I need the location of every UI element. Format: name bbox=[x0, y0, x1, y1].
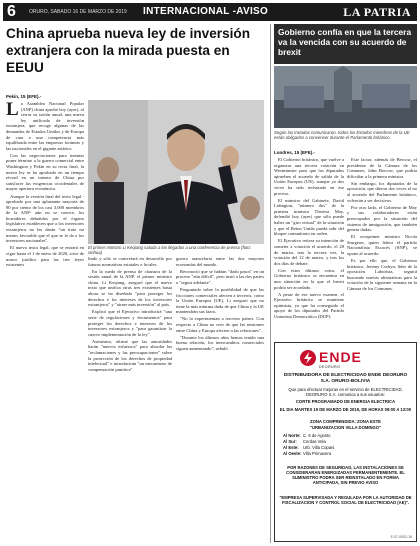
ad-code: E-07-0002-19 bbox=[390, 535, 412, 539]
paragraph: Con estos últimos votos, el Gobierno británico se encuentra en una situación en la que el brexit podría ser acordado. bbox=[274, 267, 344, 290]
ad-date-line: EL DIA MARTES 19 DE MARZO DE 2019, DE HORAS 09:00 A 13:00 bbox=[279, 407, 412, 412]
paragraph: El Gobierno británico, que vuelve a organizar una tercera votación en Westminster para que los diputados aprueben el acuerdo de salida de la Unión Europea (UE), aunque ya dos veces ha sido rechazado en ese proceso. bbox=[274, 157, 344, 196]
ad-title: DISTRIBUIDORA DE ELECTRICIDAD ENDE DEORURO S.A. ORURO-BOLIVIA bbox=[283, 373, 408, 384]
ad-boundary-value: Urb. Villa Copani bbox=[303, 445, 335, 450]
main-headline: China aprueba nueva ley de inversión extranjera con la mirada puesta en EEUU bbox=[6, 26, 251, 75]
paragraph: "No la experimentan a terceros países. Con respecto a China no creo de que las tensiones entre China y Europa afecten a las relaciones". bbox=[176, 316, 264, 333]
paragraph: Preguntado sobre la posibilidad de que las fricciones comerciales afecten a terceros, como la Unión Europea (UE), Li aseguró que no tiene la más mínima duda de que China y la UE mantendrán sus lazos. bbox=[176, 286, 264, 315]
paragraph: guerra arancelaria entre las dos mayores economías del mundo. bbox=[176, 256, 264, 267]
ende-logo-icon bbox=[299, 349, 317, 367]
ad-boundary-row bbox=[283, 433, 330, 438]
paragraph: Aunque la versión final del texto legal -aprobado por una aplastante mayoría de 90 por ciento de los casi 3.000 miembros de la ANP- aún no se conoce, los borradores debatidos por el órgano legislativo establecen que a los inversores extranjeros no les darán "un trato no menos favorable que el que se le da a los inversores nacionales". bbox=[6, 193, 84, 244]
page-header bbox=[3, 3, 417, 21]
sidebar-byline: Londres, 15 (EFE).- bbox=[274, 150, 316, 155]
ad-boundary-row bbox=[283, 439, 326, 444]
li-keqiang-photo bbox=[88, 100, 264, 244]
ad-logo-sub: DEORURO bbox=[319, 365, 341, 369]
sidebar-photo bbox=[274, 66, 417, 128]
main-photo-caption: El primer ministro Li Keqiang saluda a los llegados a una conferencia de prensa (foto: xinhua) bbox=[88, 245, 251, 255]
ende-advertisement bbox=[274, 342, 417, 542]
ad-boundary-label: Al Norte: bbox=[283, 433, 301, 438]
paragraph: En la rueda de prensa de clausura de la sesión anual de la ANP, el primer ministro chino, Li Keqiang, aseguró que el nuevo texto que unifica otras tres existentes hasta ahora se ha diseñado "para proteger los derechos e los intereses de los inversores extranjeros" y "atraer más inversión" al país. bbox=[88, 268, 172, 308]
paragraph: A pesar de ese nuevo examen, el Ejecutivo británico se mantiene optimista, ya que ha conseguido el apoyo de los diputados del Partido Unionista Democrático (DUP). bbox=[274, 291, 344, 320]
ad-area: "URBANIZACION VILLA DOMINGO" bbox=[309, 425, 382, 430]
newspaper-brand: LA PATRIA bbox=[343, 5, 411, 19]
ad-boundary-label: Al Este: bbox=[283, 445, 299, 450]
ad-boundary-value: Villa Primavera bbox=[303, 451, 332, 456]
section-title: INTERNACIONAL -AVISO bbox=[143, 6, 269, 17]
sidebar-column-1 bbox=[274, 157, 344, 339]
ad-zone: ZONA COMPRENDIDA: ZONA ESTE bbox=[310, 419, 381, 424]
paragraph: Es por ello que, el Gobierno británico, Jeremy Corbyn, líder de la oposición Laborista, seguirá buscando nuevas alternativas para la votación de la siguiente semana en la Cámara de los Comunes. bbox=[347, 258, 417, 292]
ad-logo-text: ENDE bbox=[319, 349, 362, 365]
ad-boundary-row bbox=[283, 451, 331, 456]
paragraph: El Ejecutivo reitera su intención de someter a votación el acuerdo, el 20 de marzo, tras la tercera vez, la votación del 12 de marzo, y tras los dos días de debate. bbox=[274, 238, 344, 266]
sidebar-photo-caption: Según las tratadas comunicaron, todos los Estados miembros de la UE están obligados a convencer durante el Parlamento británico bbox=[274, 130, 410, 140]
page-number: 6 bbox=[7, 3, 16, 20]
paragraph: "Durante los últimos años hemos tenido una buena relación, los intercambios comerciales siguen aumentando", señaló. bbox=[176, 334, 264, 351]
ad-boundary-value: C. 6 de Agosto bbox=[303, 433, 331, 438]
paragraph: a Asamblea Nacional Popular (ANP) china aprobó hoy (ayer), al cerrar su sesión anual, una nueva ley unificada de inversión extranjera, que recoge algunas de las demandas de Estados Unidos y de Europa de cara a una competencia más equilibrada entre las empresas foráneas y las nacionales en el gigante asiático. bbox=[6, 101, 84, 151]
paragraph: Sin embargo, los diputados de la oposición, que dieron dos veces el no al acuerdo del Parlamento británico, volverán a ser decisivos. bbox=[347, 180, 417, 203]
paragraph: Asimismo, afirmó que las autoridades harán "nuevos esfuerzos" para abordar las "reclamaciones y las preocupaciones" sobre la protección de los derechos de propiedad intelectual" e introducirán "un mecanismo de compensación punitiva". bbox=[88, 338, 172, 372]
paragraph: El viceprimer ministro Nicola Sturgeon, quien lidera el partido Nacionalista Escocés (SNP), se opone al acuerdo. bbox=[347, 234, 417, 256]
paragraph: Con las negociaciones para intentar poner término a la guerra comercial entre Washington y Pekín en su recta final, la nueva ley se ha aprobado en un tiempo récord en un intento de China por satisfacer las exigencias occidentales de mayor apertura económica. bbox=[6, 152, 84, 192]
main-byline: Pekín, 15 (EFE).- bbox=[6, 94, 42, 99]
ad-boundary-label: Al Oeste: bbox=[283, 451, 302, 456]
paragraph: Este factor, además de Bercow, el presidente de la Cámara de los Comunes, John Bercow, que podría dificultar a la primera ministra. bbox=[347, 157, 417, 179]
main-photo bbox=[88, 100, 264, 244]
main-column-2 bbox=[88, 256, 172, 543]
issue-date: ORURO, SABADO 16 DE MARZO DE 2019 bbox=[29, 9, 127, 15]
ad-notice: CORTE PROGRAMADO DE ENERGIA ELECTRICA bbox=[295, 399, 396, 404]
parliament-photo bbox=[274, 66, 417, 128]
drop-cap: L bbox=[6, 101, 19, 120]
ad-warning: POR RAZONES DE SEGURIDAD, LAS INSTALACIONES SE CONSIDERARAN ENERGIZADAS PERMANENTEMENTE. EL SUMINISTRO PODRA SER REINSTALADO EN FORMA ANTICIPADA, SIN PREVIO AVISO bbox=[286, 465, 405, 485]
ad-slogan: "EMPRESA SUPERVISADA Y REGULADA POR LA AUTORIDAD DE FISCALIZACION Y CONTROL SOCIAL DE ELECTRICIDAD (AE)". bbox=[279, 495, 412, 505]
ad-intro: Que para efectuar mejoras en el servicio de ELECTRICIDAD, DEORURO S.A. comunica a sus usuarios: bbox=[288, 387, 403, 397]
sidebar-headline: Gobierno confía en que la tercera va la vencida con su acuerdo de brexit bbox=[274, 24, 417, 64]
ad-boundary-value: Cerdas Vela bbox=[303, 439, 326, 444]
main-column-1 bbox=[6, 101, 84, 543]
paragraph: lindo y sólo se concretará en desarrollo por futuras normativas estatales o locales. bbox=[88, 256, 172, 267]
ad-boundary-row bbox=[283, 445, 334, 450]
main-column-3 bbox=[176, 256, 264, 543]
paragraph: Explicó que el Ejecutivo introducirá "una serie de regulaciones y documentos" para proteger los derechos e intereses de los inversores extranjeros y "para garantizar la cuerve implementación de la ley". bbox=[88, 309, 172, 337]
sidebar-column-2 bbox=[347, 157, 417, 339]
ad-boundary-label: Al Sur: bbox=[283, 439, 297, 444]
paragraph: Reconoció que se habían "dado pasos" en un proceso "aún difícil", pero instó a las dos partes a "seguir adelante". bbox=[176, 268, 264, 285]
paragraph: El ministro del Gabinete, David Lidington, "número dos" de la primera ministra Theresa May, defendió hoy (ayer) que sólo puede haber un "giro virtual" de la situación y que el Reino Unido pueda salir del bloque comunitario en orden. bbox=[274, 197, 344, 237]
paragraph: Por otro lado, el Gobierno de May y sus colaboradores están preocupados por la situación del sistema de inmigración, que también genera dudas. bbox=[347, 204, 417, 233]
paragraph: El nuevo texto legal, que se entrará en vigor hasta el 1 de enero de 2020, sirve de marco jurídico para las tres leyes existentes bbox=[6, 245, 84, 268]
ad-logo bbox=[319, 349, 362, 365]
column-divider bbox=[270, 24, 271, 543]
